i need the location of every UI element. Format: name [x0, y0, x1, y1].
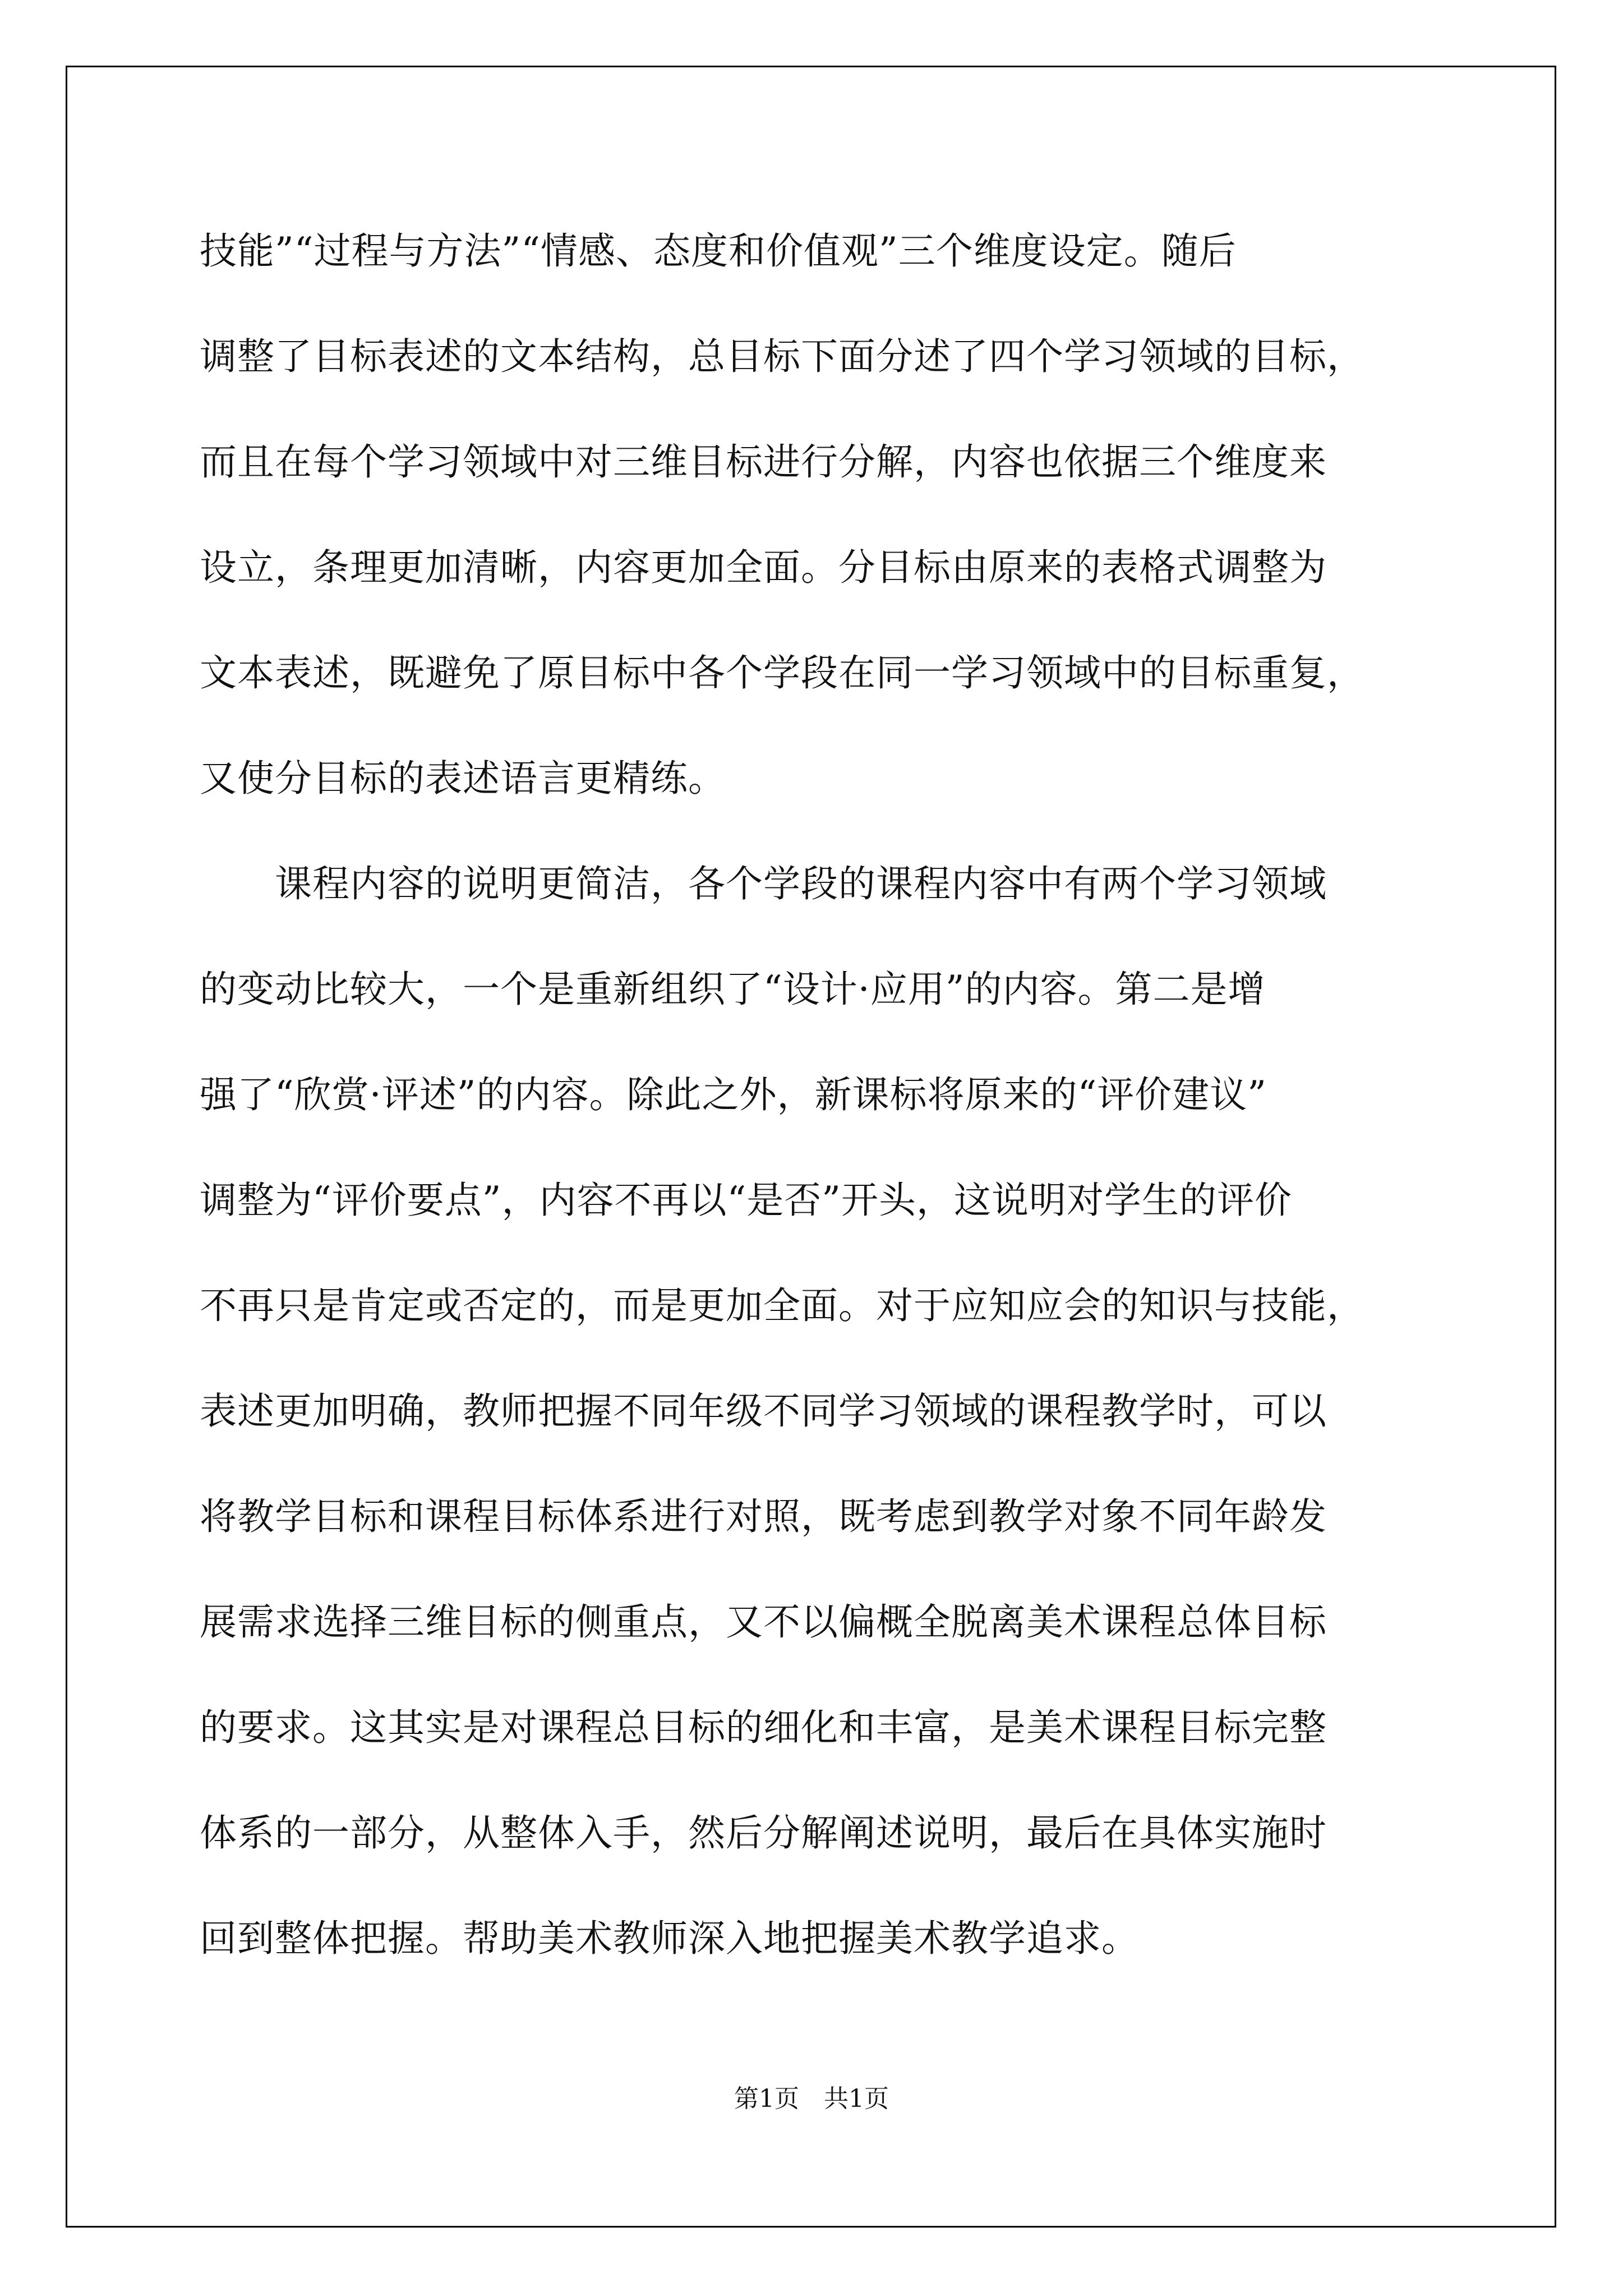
text-line: 的变动比较大，一个是重新组织了“设计·应用”的内容。第二是增 [200, 968, 1266, 1011]
text-line: 课程内容的说明更简洁，各个学段的课程内容中有两个学习领域 [200, 862, 1327, 905]
text-line: 又使分目标的表述语言更精练。 [200, 757, 726, 800]
text-line: 调整了目标表述的文本结构，总目标下面分述了四个学习领域的目标， [200, 335, 1364, 378]
text-line: 设立，条理更加清晰，内容更加全面。分目标由原来的表格式调整为 [200, 546, 1327, 589]
text-line: 回到整体把握。帮助美术教师深入地把握美术教学追求。 [200, 1917, 1139, 1960]
text-line: 的要求。这其实是对课程总目标的细化和丰富，是美术课程目标完整 [200, 1706, 1327, 1749]
text-line: 而且在每个学习领域中对三维目标进行分解，内容也依据三个维度来 [200, 440, 1327, 484]
text-line: 技能”“过程与方法”“情感、态度和价值观”三个维度设定。随后 [200, 229, 1237, 273]
text-line: 不再只是肯定或否定的，而是更加全面。对于应知应会的知识与技能， [200, 1284, 1364, 1327]
document-body [200, 218, 1439, 2010]
page-footer: 第1页 共1页 [734, 2085, 889, 2113]
text-line: 调整为“评价要点”，内容不再以“是否”开头，这说明对学生的评价 [200, 1179, 1292, 1222]
text-line: 文本表述，既避免了原目标中各个学段在同一学习领域中的目标重复， [200, 651, 1364, 694]
text-line: 将教学目标和课程目标体系进行对照，既考虑到教学对象不同年龄发 [200, 1495, 1327, 1538]
text-line: 强了“欣赏·评述”的内容。除此之外，新课标将原来的“评价建议” [200, 1073, 1267, 1116]
text-line: 展需求选择三维目标的侧重点，又不以偏概全脱离美术课程总体目标 [200, 1600, 1327, 1644]
text-line: 体系的一部分，从整体入手，然后分解阐述说明，最后在具体实施时 [200, 1811, 1327, 1855]
text-line: 表述更加明确，教师把握不同年级不同学习领域的课程教学时，可以 [200, 1389, 1327, 1433]
